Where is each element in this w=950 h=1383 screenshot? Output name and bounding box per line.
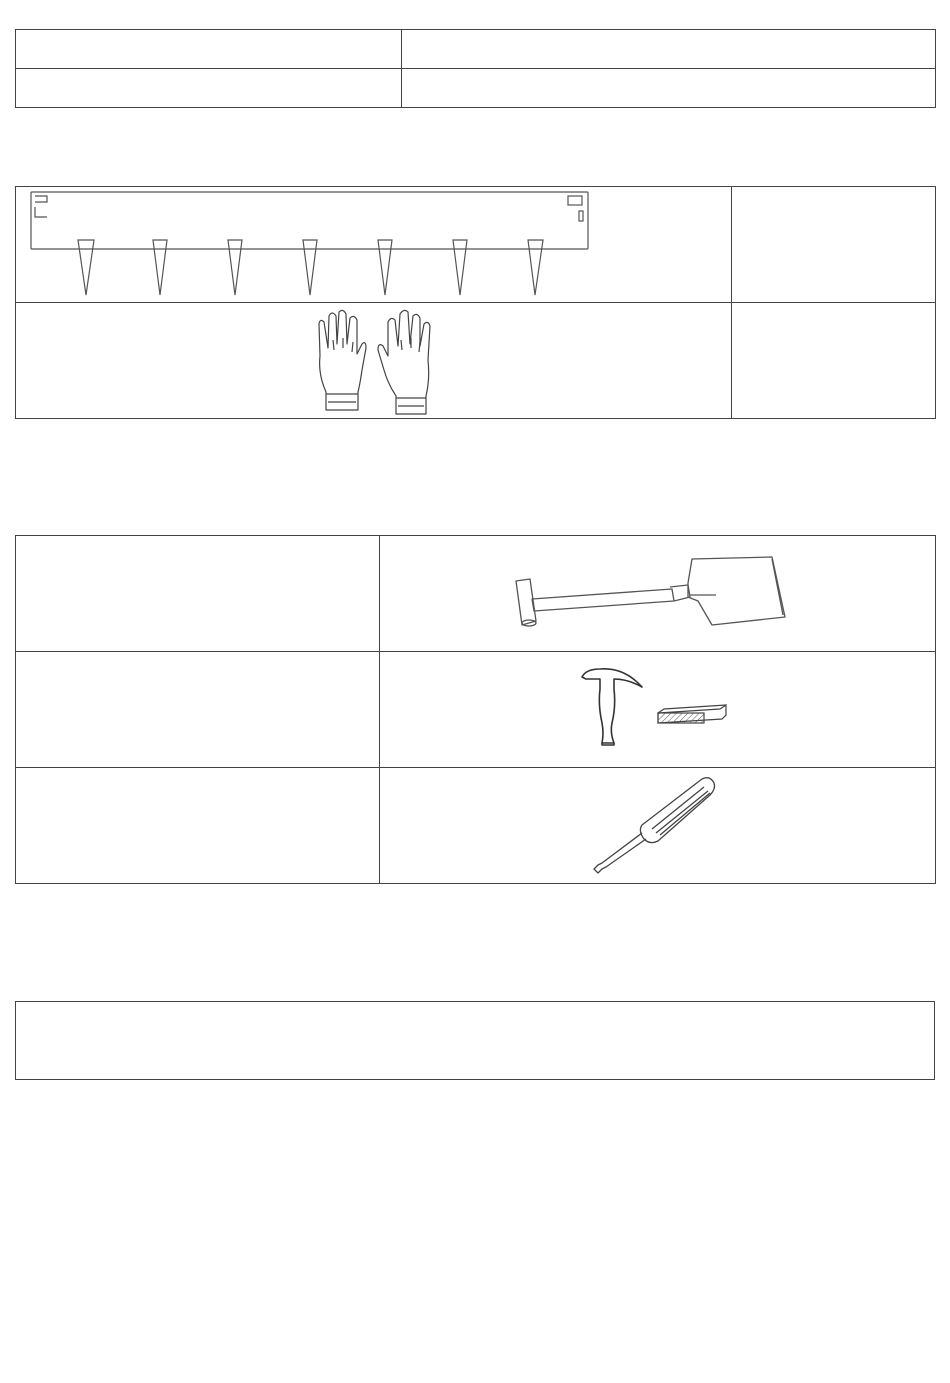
part-image-cell: [16, 187, 732, 303]
lawn-edging-strip-with-stakes-icon: [16, 187, 730, 301]
header-cell: [402, 30, 936, 69]
table-row: [16, 652, 936, 768]
table-row: [16, 536, 936, 652]
note-box: [15, 1001, 935, 1080]
table-row: [16, 30, 936, 69]
tool-label-cell: [16, 652, 380, 768]
table-row: [16, 303, 936, 419]
tool-label-cell: [16, 768, 380, 884]
shovel-icon: [380, 537, 934, 651]
tool-image-cell: [380, 768, 936, 884]
quantity-cell: [732, 303, 936, 419]
hammer-and-wood-block-icon: [380, 653, 934, 767]
table-row: [16, 187, 936, 303]
header-cell: [16, 69, 402, 108]
tool-label-cell: [16, 536, 380, 652]
table-row: [16, 768, 936, 884]
part-image-cell: [16, 303, 732, 419]
header-cell: [402, 69, 936, 108]
tools-table: [15, 535, 936, 884]
tool-image-cell: [380, 652, 936, 768]
tool-image-cell: [380, 536, 936, 652]
parts-table: [15, 186, 936, 419]
screwdriver-icon: [380, 769, 934, 883]
quantity-cell: [732, 187, 936, 303]
table-row: [16, 1002, 935, 1080]
header-table: [15, 29, 936, 108]
gardening-gloves-icon: [16, 304, 730, 418]
table-row: [16, 69, 936, 108]
header-cell: [16, 30, 402, 69]
note-text: [16, 1002, 935, 1080]
